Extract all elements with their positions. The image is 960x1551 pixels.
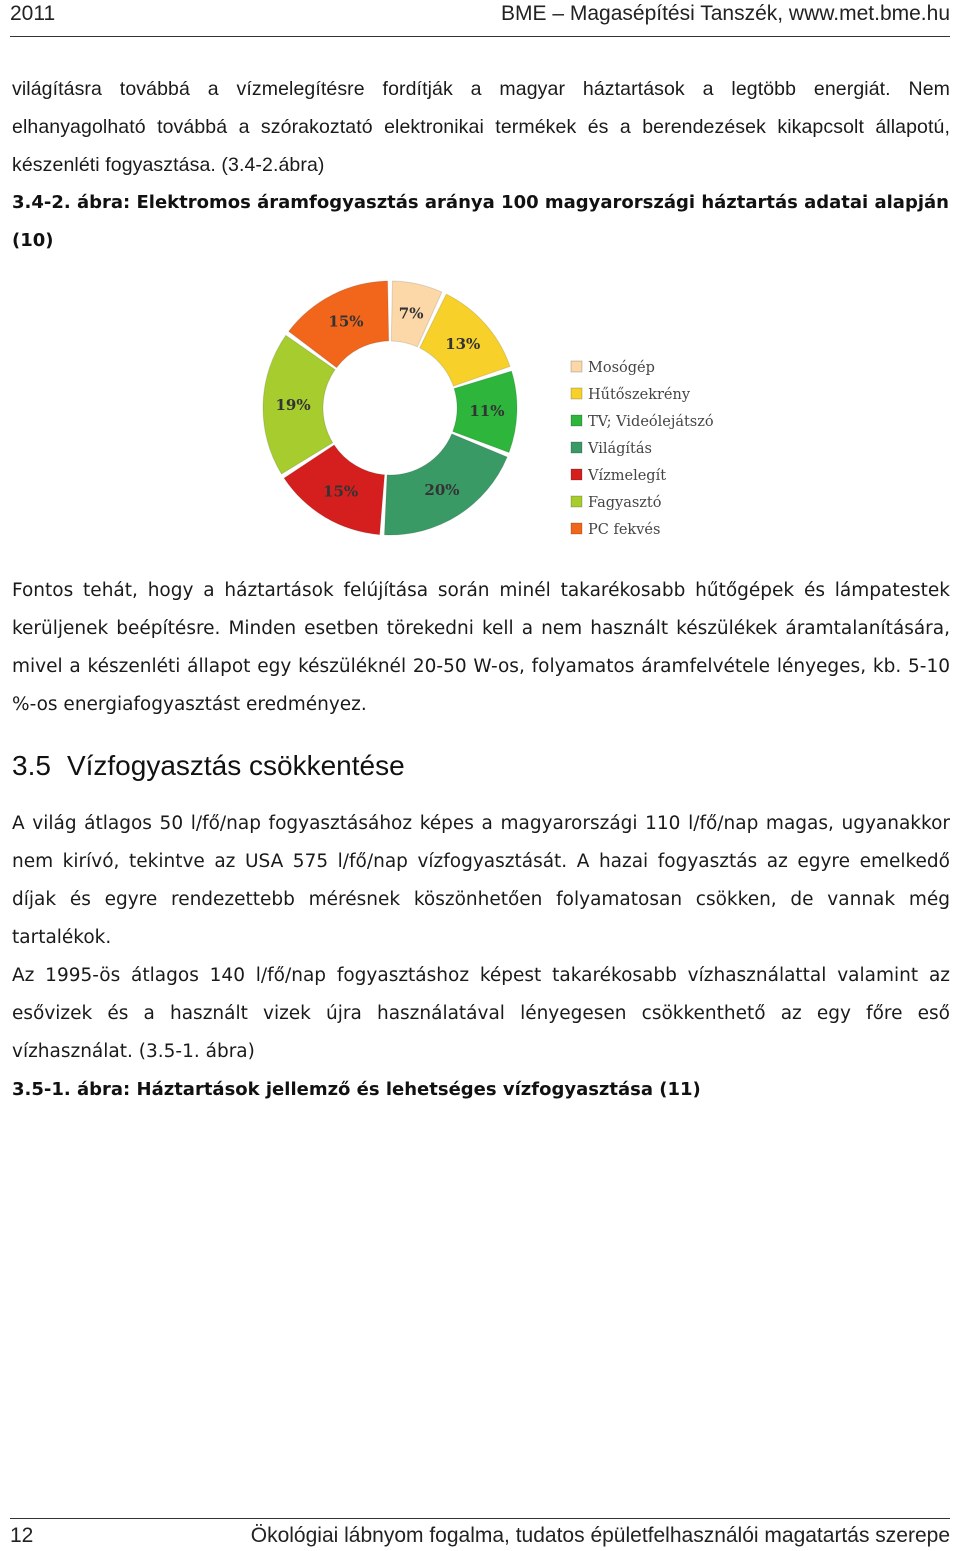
header-year: 2011	[10, 2, 56, 25]
donut-data-label: 19%	[275, 395, 311, 414]
legend-swatch	[571, 415, 582, 426]
legend-label: Hűtőszekrény	[588, 387, 691, 403]
donut-data-label: 11%	[469, 402, 505, 421]
legend-swatch	[571, 442, 582, 453]
legend-swatch	[571, 388, 582, 399]
legend-label: Fagyasztó	[588, 495, 662, 511]
donut-data-label: 15%	[328, 312, 364, 331]
donut-chart	[255, 268, 735, 558]
legend-label: Mosógép	[588, 360, 655, 376]
figure-1-caption: 3.4-2. ábra: Elektromos áramfogyasztás aránya 100 magyarországi háztartás adatai alapján (10)	[12, 192, 949, 251]
paragraph-1: világításra továbbá a vízmelegítésre fordítják a magyar háztartások a legtöbb energiát. Nem elhanyagolható továbbá a szórakoztató elektronikai termékek és a berendezések kikapcsolt állapotú, készenléti fogyasztása. (3.4-2.ábra)	[12, 78, 950, 176]
section-heading	[12, 750, 405, 782]
legend-label: TV; Videólejátszó	[588, 414, 714, 430]
legend-label: Vízmelegít	[588, 468, 667, 484]
paragraph-2: Fontos tehát, hogy a háztartások felújítása során minél takarékosabb hűtőgépek és lámpatestek kerüljenek beépítésre. Minden esetben törekedni kell a nem használt készülékek áramtalanítására, mivel a készenléti állapot egy készüléknél 20-50 W-os, folyamatos áramfelvétele lényeges, kb. 5-10 %-os energiafogyasztást eredményez.	[12, 580, 950, 715]
section-number: 3.5	[12, 750, 51, 781]
legend-swatch	[571, 361, 582, 372]
legend-swatch	[571, 496, 582, 507]
page-header	[10, 0, 950, 37]
figure-2-caption: 3.5-1. ábra: Háztartások jellemző és lehetséges vízfogyasztása (11)	[12, 1079, 701, 1100]
legend-label: Világítás	[588, 441, 652, 457]
page-footer	[10, 1518, 950, 1551]
paragraph-4: Az 1995-ös átlagos 140 l/fő/nap fogyasztáshoz képest takarékosabb vízhasználattal valamint az esővizek és a használt vizek újra használatával lényegesen csökkenthető az egy főre eső vízhasználat. (3.5-1. ábra)	[12, 965, 950, 1062]
footer-page-number: 12	[10, 1524, 34, 1547]
donut-data-label: 15%	[323, 482, 359, 501]
legend-swatch	[571, 523, 582, 534]
donut-data-label: 7%	[398, 304, 424, 323]
paragraph-3: A világ átlagos 50 l/fő/nap fogyasztásához képes a magyarországi 110 l/fő/nap magas, ugyanakkor nem kirívó, tekintve az USA 575 l/fő/nap vízfogyasztását. A hazai fogyasztás az egyre emelkedő díjak és egyre rendezettebb mérésnek köszönhetően folyamatosan csökken, de vannak még tartalékok.	[12, 813, 950, 948]
section-title: Vízfogyasztás csökkentése	[66, 750, 405, 781]
donut-data-label: 20%	[424, 480, 460, 499]
legend-swatch	[571, 469, 582, 480]
footer-title: Ökológiai lábnyom fogalma, tudatos épületfelhasználói magatartás szerepe	[250, 1524, 950, 1547]
header-institution: BME – Magasépítési Tanszék, www.met.bme.hu	[501, 2, 950, 25]
legend-label: PC fekvés	[588, 522, 661, 538]
donut-data-label: 13%	[445, 334, 481, 353]
donut-chart-svg	[255, 268, 735, 558]
